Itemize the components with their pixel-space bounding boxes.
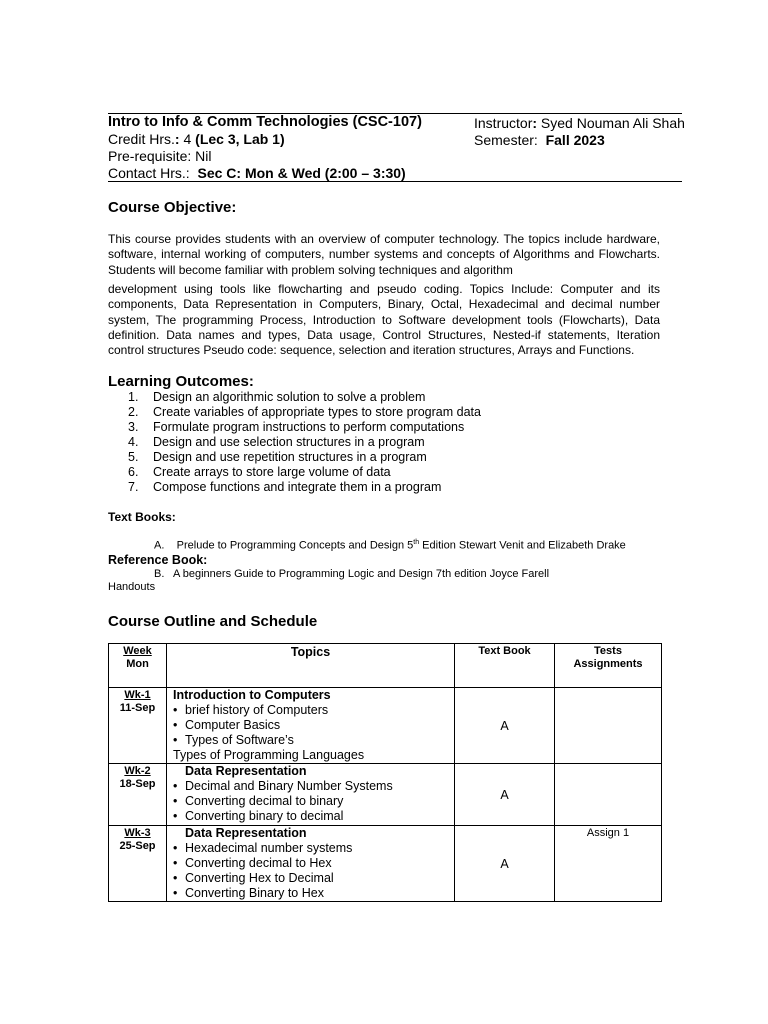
- week-cell: [109, 826, 167, 902]
- textbook-cell: [455, 688, 555, 764]
- header-bottom-rule: [108, 181, 682, 182]
- text-book-entry: [154, 539, 626, 552]
- textbook-value: A: [500, 787, 509, 802]
- course-title: Intro to Info & Comm Technologies (CSC-107): [108, 114, 422, 130]
- reference-book-entry: [154, 568, 549, 580]
- mon-header: Mon: [126, 658, 149, 670]
- outcome-number: 7.: [128, 480, 139, 494]
- topics-header: Topics: [290, 645, 331, 659]
- schedule-table: [108, 643, 662, 902]
- topics-cell: [167, 826, 455, 902]
- contact-label: Contact Hrs.:: [108, 165, 190, 181]
- tests-cell: [555, 688, 662, 764]
- outcome-number: 1.: [128, 390, 139, 404]
- topic-bullet: [173, 779, 454, 794]
- topic-bullet: [173, 886, 454, 901]
- topics-header-cell: [167, 644, 455, 688]
- topic-bullet-text: Hexadecimal number systems: [185, 841, 353, 855]
- topic-bullet-text: Converting Hex to Decimal: [185, 871, 334, 885]
- outcome-number: 4.: [128, 435, 139, 449]
- outcome-item: [128, 420, 481, 435]
- outcome-item: [128, 390, 481, 405]
- text-books-heading: Text Books:: [108, 510, 176, 524]
- instructor-label: Instructor: [474, 115, 533, 131]
- topic-bullet: [173, 856, 454, 871]
- semester-value: Fall 2023: [545, 132, 605, 148]
- topic-title: Data Representation: [185, 826, 307, 840]
- topic-bullet-text: Converting decimal to binary: [185, 794, 344, 808]
- topic-bullet: [173, 871, 454, 886]
- outcome-item: [128, 405, 481, 420]
- reference-book-heading: Reference Book:: [108, 553, 208, 567]
- text-book-marker: A.: [154, 539, 165, 552]
- prereq-value: Nil: [195, 148, 212, 164]
- tests-header: Tests: [594, 645, 622, 657]
- outcome-item: [128, 435, 481, 450]
- outcome-number: 3.: [128, 420, 139, 434]
- week-cell: [109, 688, 167, 764]
- tests-header-cell: [555, 644, 662, 688]
- schedule-header-row: [109, 644, 662, 688]
- outcome-number: 6.: [128, 465, 139, 479]
- credit-hours: Credit Hrs.: 4 (Lec 3, Lab 1): [108, 131, 285, 147]
- outcome-number: 2.: [128, 405, 139, 419]
- topic-bullet-text: Converting decimal to Hex: [185, 856, 332, 870]
- topic-bullet: [173, 841, 454, 856]
- instructor: Instructor: Syed Nouman Ali Shah: [474, 115, 685, 131]
- schedule-heading: Course Outline and Schedule: [108, 613, 318, 630]
- textbook-header-cell: [455, 644, 555, 688]
- outcomes-heading: Learning Outcomes:: [108, 373, 254, 390]
- topic-title: Data Representation: [185, 764, 307, 778]
- week-header: Week: [123, 645, 152, 657]
- outcome-text: Compose functions and integrate them in a program: [153, 480, 442, 494]
- week-label: Wk-1: [124, 689, 151, 701]
- tests-value: Assign 1: [586, 827, 630, 839]
- topic-bullet-text: brief history of Computers: [185, 703, 329, 717]
- topic-bullet-text: Converting Binary to Hex: [185, 886, 324, 900]
- outcome-item: [128, 480, 481, 495]
- objective-paragraph-2: development using tools like flowcharting and pseudo coding. Topics Include: Computer and its components, Data Representation in Computers, Binary, Octal, Hexadecimal and decimal number system, The programming Process, Introduction to Software development tools (Flowcharts), Data definition. Data names and types, Data usage, Control Structures, Nested-if statements, Iteration control structures Pseudo code: sequence, selection and iteration structures, Arrays and Functions.: [108, 282, 660, 358]
- topic-extra: Types of Programming Languages: [173, 748, 365, 762]
- text-book-title: Prelude to Programming Concepts and Design 5: [176, 539, 414, 552]
- outcome-number: 5.: [128, 450, 139, 464]
- outcome-item: [128, 465, 481, 480]
- topic-bullet: [173, 794, 454, 809]
- textbook-cell: [455, 764, 555, 826]
- topic-title: Introduction to Computers: [173, 688, 331, 702]
- topic-bullet: [173, 703, 454, 718]
- prereq-label: Pre-requisite:: [108, 148, 192, 164]
- week-label: Wk-3: [124, 827, 151, 839]
- week-date: 11-Sep: [119, 702, 156, 714]
- topic-bullet-text: Converting binary to decimal: [185, 809, 344, 823]
- outcome-text: Formulate program instructions to perform computations: [153, 420, 465, 434]
- contact-value: Sec C: Mon & Wed (2:00 – 3:30): [197, 165, 406, 181]
- week-header-cell: [109, 644, 167, 688]
- outcome-item: [128, 450, 481, 465]
- outcome-text: Design an algorithmic solution to solve a problem: [153, 390, 426, 404]
- credit-detail: (Lec 3, Lab 1): [195, 131, 285, 147]
- outcome-text: Design and use repetition structures in a program: [153, 450, 427, 464]
- objective-heading: Course Objective:: [108, 199, 237, 216]
- instructor-value: Syed Nouman Ali Shah: [540, 115, 685, 131]
- credit-label: Credit Hrs.: [108, 131, 175, 147]
- outcome-text: Create variables of appropriate types to store program data: [153, 405, 481, 419]
- prerequisite: [108, 148, 212, 165]
- week-cell: [109, 764, 167, 826]
- semester-label: Semester:: [474, 132, 538, 148]
- topic-list: [173, 779, 454, 824]
- tests-cell: [555, 826, 662, 902]
- textbook-value: A: [500, 856, 509, 871]
- outcome-text: Design and use selection structures in a program: [153, 435, 425, 449]
- topic-bullet-text: Computer Basics: [185, 718, 281, 732]
- contact-hours: [108, 165, 406, 182]
- schedule-row: [109, 688, 662, 764]
- assignments-header: Assignments: [573, 658, 643, 670]
- topic-list: [173, 841, 454, 901]
- ref-book-title: A beginners Guide to Programming Logic and Design 7th edition Joyce Farell: [172, 568, 550, 580]
- outcomes-list: [128, 390, 481, 495]
- week-date: 25-Sep: [119, 840, 156, 852]
- tests-cell: [555, 764, 662, 826]
- topic-list: [173, 703, 454, 748]
- topic-bullet: [173, 718, 454, 733]
- objective-paragraph-1: This course provides students with an overview of computer technology. The topics include hardware, software, internal working of computers, number systems and concepts of Algorithms and Flowcharts. Students will become familiar with problem solving techniques and algorithm: [108, 232, 660, 277]
- topic-bullet-text: Types of Software’s: [185, 733, 294, 747]
- topics-cell: [167, 764, 455, 826]
- credit-value: 4: [183, 131, 192, 147]
- textbook-value: A: [500, 718, 509, 733]
- handouts: Handouts: [108, 581, 156, 593]
- topic-bullet: [173, 809, 454, 824]
- textbook-cell: [455, 826, 555, 902]
- week-date: 18-Sep: [119, 778, 156, 790]
- schedule-row: [109, 764, 662, 826]
- topics-cell: [167, 688, 455, 764]
- topic-bullet: [173, 733, 454, 748]
- semester: [474, 132, 605, 149]
- outcome-text: Create arrays to store large volume of data: [153, 465, 391, 479]
- topic-bullet-text: Decimal and Binary Number Systems: [185, 779, 393, 793]
- text-book-sup: th: [413, 539, 420, 546]
- text-book-authors: Edition Stewart Venit and Elizabeth Drake: [419, 539, 626, 552]
- ref-book-marker: B.: [154, 568, 165, 580]
- schedule-row: [109, 826, 662, 902]
- week-label: Wk-2: [124, 765, 151, 777]
- textbook-header: Text Book: [478, 645, 531, 657]
